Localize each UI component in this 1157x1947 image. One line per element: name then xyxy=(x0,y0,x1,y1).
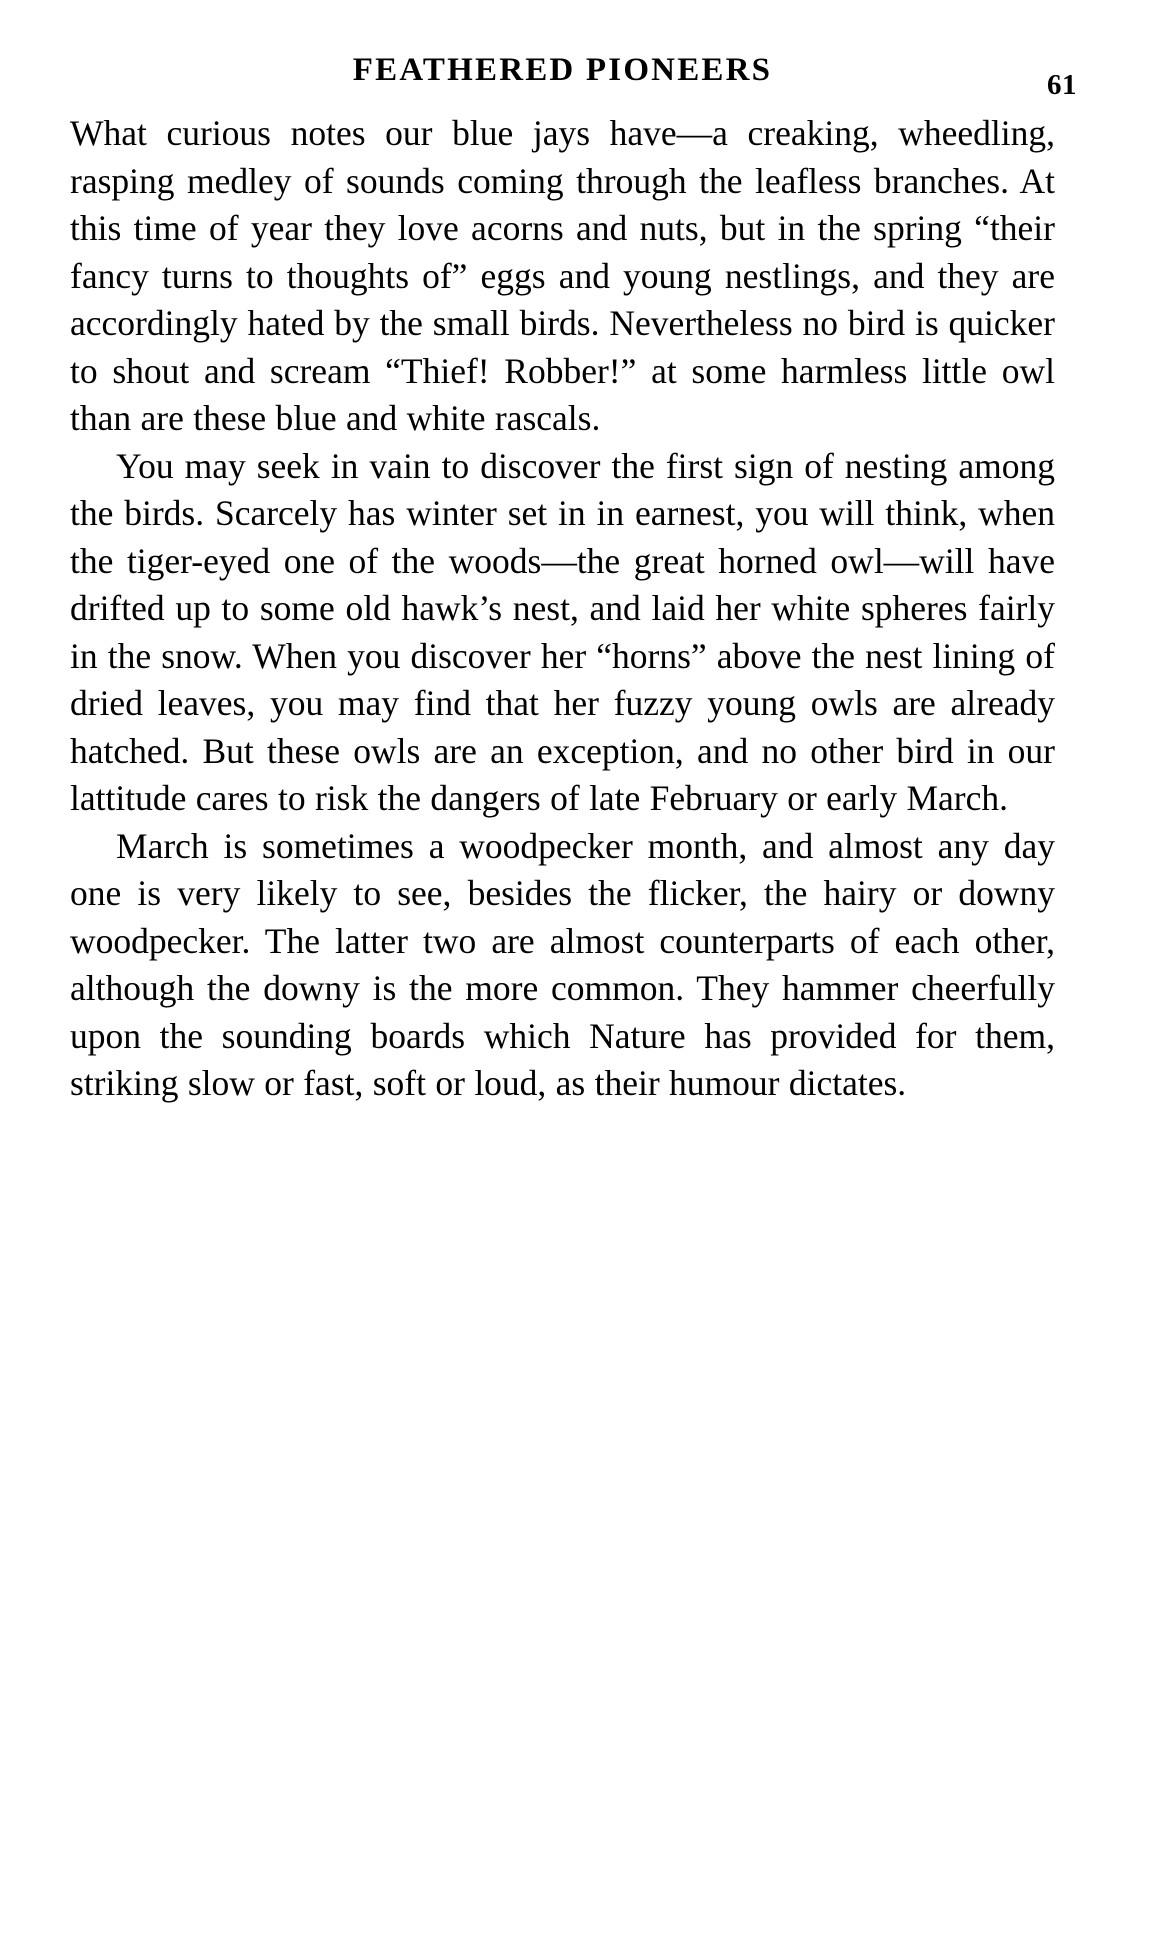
paragraph-2: You may seek in vain to discover the first sign of nesting among the birds. Scarcely has winter set in in earnest, you will think, when the tiger-eyed one of the woods—the great horned owl—will have drifted up to some old hawk’s nest, and laid her white spheres fairly in the snow. When you discover her “horns” above the nest lining of dried leaves, you may find that her fuzzy young owls are already hatched. But these owls are an exception, and no other bird in our lattitude cares to risk the dangers of late February or early March. xyxy=(70,445,1055,818)
running-head xyxy=(48,52,1077,106)
body-text xyxy=(70,110,1055,1108)
paragraph-3: March is sometimes a woodpecker month, and almost any day one is very likely to see, besides the flicker, the hairy or downy woodpecker. The latter two are almost counterparts of each other, although the downy is the more common. They hammer cheerfully upon the sounding boards which Nature has provided for them, striking slow or fast, soft or loud, as their humour dictates. xyxy=(70,825,1055,1103)
paragraph-1: What curious notes our blue jays have—a creaking, wheedling, rasping medley of sounds coming through the leafless branches. At this time of year they love acorns and nuts, but in the spring “their fancy turns to thoughts of” eggs and young nestlings, and they are accordingly hated by the small birds. Nevertheless no bird is quicker to shout and scream “Thief! Robber!” at some harmless little owl than are these blue and white rascals. xyxy=(70,113,1055,438)
page-title: FEATHERED PIONEERS xyxy=(352,52,773,88)
page-number: 61 xyxy=(1047,69,1077,101)
